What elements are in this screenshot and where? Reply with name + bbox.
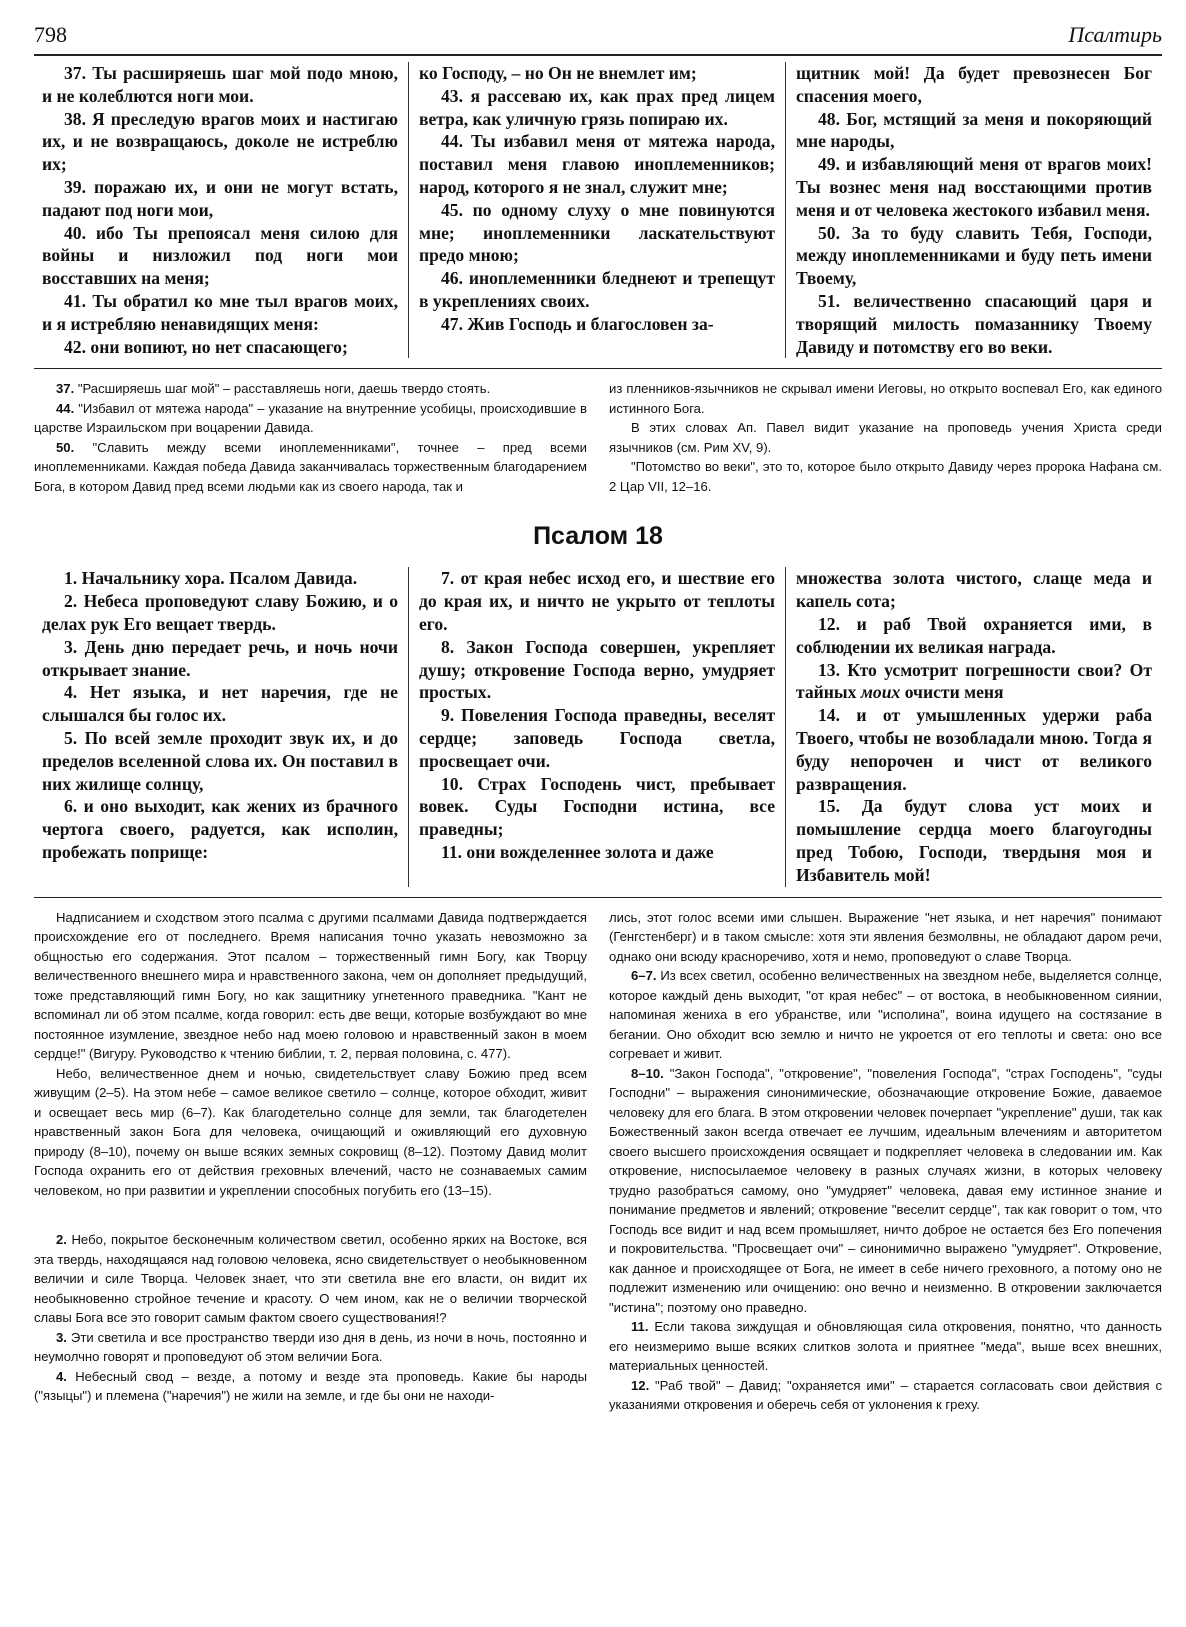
note-number: 8–10. bbox=[631, 1065, 664, 1081]
verse: 50. За то буду славить Тебя, Господи, между иноплеменниками и буду петь имени Твоему, bbox=[796, 222, 1152, 289]
note-text: Небо, покрытое бесконечным количеством светил, особенно ярких на Востоке, вся эта твердь, находящаяся над головою человека, ясно свидетельствует о необыкновенном величии и силе Творца. Человек знает, что эти светила вне его власти, он видит их необыкновенно стройное течение и красоту. О чем ином, как не о величии творческой славы Бога все это говорит самым фактом своего существования!? bbox=[34, 1232, 587, 1326]
commentary bbox=[34, 908, 1162, 1415]
commentary-column-1 bbox=[34, 908, 587, 1415]
note bbox=[609, 1376, 1162, 1415]
verse: 11. они вожделеннее золота и даже bbox=[441, 841, 714, 862]
verse-continuation: ко Господу, – но Он не внемлет им; bbox=[419, 63, 697, 83]
verse: 9. Повеления Господа праведны, веселят сердце; заповедь Господа светла, просвещает очи. bbox=[419, 705, 775, 771]
note-text: "Закон Господа", "откровение", "повеления Господа", "страх Господень", "суды Господни" – выражения синонимические, обозначающие откровение Божие, даваемое человеку для его блага. В этом откровении человек почерпает "укрепление" души, так как Божественный закон всегда отвечает ее лучшим, идеальным влечениям и авторитетом своего высшего происхождения освящает и подкрепляет человека в следовании им. Как откровение, ниспосылаемое человеку в разных случаях жизни, в которых человеку трудно разобраться самому, оно "умудряет" человека, давая ему истинное знание и понимание предметов и явлений; откровение "веселит сердце", так как говорит о том, что Господь все видит и над всем промышляет, ничто доброе не остается без Его попечения и покровительства. "Просвещает очи" – синонимично выражено "умудряет". Откровение, как данное и происходящее от Бога, не имеет в себе ничего греховного, а потому оно не подлежит изменению или очищению: оно вечно и неизменно. В откровении заключается "истина"; поэтому оно праведно. bbox=[609, 1065, 1162, 1315]
note-number: 4. bbox=[56, 1368, 67, 1384]
paragraph: Надписанием и сходством этого псалма с другими псалмами Давида подтверждается происхождение его от последнего. Время написания точно указать невозможно за общностью его содержания. Этот псалом – торжественный гимн Богу, как Творцу величественного внешнего мира и нравственного закона, чем он дополняет предыдущий, тоже представляющий гимн Богу, но как защитнику угнетенного праведника. "Кант не вспоминал ли об этом псалме, когда говорил: есть две вещи, которые возбуждают во мне постоянное изумление, звездное небо над моею головою и нравственный закон в моем сердце!" (Вигуру. Руководство к чтению библии, т. 2, первая половина, с. 477). bbox=[34, 909, 587, 1062]
verse-column-1 bbox=[34, 567, 408, 886]
verse: 41. Ты обратил ко мне тыл врагов моих, и я истребляю ненавидящих меня: bbox=[42, 290, 398, 334]
verse: 15. Да будут слова уст моих и помышление сердца моего благоугодны пред Тобою, Господи, твердыня моя и Избавитель мой! bbox=[796, 796, 1152, 885]
verse: 7. от края небес исход его, и шествие его до края их, и ничто не укрыто от теплоты его. bbox=[419, 568, 775, 634]
note bbox=[34, 379, 587, 399]
note-text: "Раб твой" – Давид; "охраняется ими" – старается согласовать свои действия с указаниями откровения и оберечь себя от уклонения к греху. bbox=[609, 1377, 1162, 1413]
note bbox=[34, 1230, 587, 1328]
verse-column-3 bbox=[785, 62, 1162, 358]
note-number: 6–7. bbox=[631, 968, 657, 984]
note bbox=[609, 1317, 1162, 1376]
note bbox=[34, 438, 587, 497]
note-number: 3. bbox=[56, 1329, 67, 1345]
paragraph-continuation: лись, этот голос всеми ими слышен. Выражение "нет языка, и нет наречия" понимают (Генгстенберг) и в таком смысле: хотя эти явления безмолвны, не обладают даром речи, однако они всюду красноречиво, хотя и немо, проповедуют о славе Творца. bbox=[609, 909, 1162, 964]
verse: 42. они вопиют, но нет спасающего; bbox=[64, 336, 348, 357]
note-number: 44. bbox=[56, 400, 75, 416]
verse: 45. по одному слуху о мне повинуются мне; иноплеменники ласкательствуют предо мною; bbox=[419, 199, 775, 266]
verse: 10. Страх Господень чист, пребывает вовек. Суды Господни истина, все праведны; bbox=[419, 773, 775, 840]
verse-column-3 bbox=[785, 567, 1162, 886]
psalm-title: Псалом 18 bbox=[533, 522, 663, 551]
top-verses bbox=[34, 62, 1162, 358]
note-number: 50. bbox=[56, 439, 75, 455]
page-header bbox=[34, 22, 1162, 56]
note: В этих словах Ап. Павел видит указание на проповедь учения Христа среди язычников (см. Рим XV, 9). bbox=[609, 420, 1162, 455]
verse: 44. Ты избавил меня от мятежа народа, поставил меня главою иноплеменников; народ, которого я не знал, служит мне; bbox=[419, 131, 775, 197]
notes-column-2 bbox=[609, 379, 1162, 496]
note-text: "Славить между всеми иноплеменниками", точнее – пред всеми иноплеменниками. Каждая победа Давида заканчивалась торжественным благодарением Бога, в котором Давид пред всеми людьми как из своего народа, так и bbox=[34, 439, 587, 494]
verse: 47. Жив Господь и благословен за- bbox=[441, 313, 714, 334]
verse: 3. День дню передает речь, и ночь ночи открывает знание. bbox=[42, 636, 398, 680]
note-number: 12. bbox=[631, 1377, 650, 1393]
verse-column-1 bbox=[34, 62, 408, 358]
verse: 38. Я преследую врагов моих и настигаю их, и не возвращаюсь, доколе не истреблю их; bbox=[42, 108, 398, 175]
note bbox=[609, 1064, 1162, 1318]
note-text: Если такова зиждущая и обновляющая сила откровения, понятно, что данность его неизмеримо выше всяких слитков золота и приятнее "меда", выше всех внешних, материальных ценностей. bbox=[609, 1319, 1162, 1374]
verse: 37. Ты расширяешь шаг мой подо мною, и не колеблются ноги мои. bbox=[42, 63, 398, 106]
verse: 51. величественно спасающий царя и творящий милость помазаннику Твоему Давиду и потомству его во веки. bbox=[796, 290, 1152, 357]
divider bbox=[34, 368, 1162, 369]
note bbox=[34, 399, 587, 438]
verse: 46. иноплеменники бледнеют и трепещут в укреплениях своих. bbox=[419, 268, 775, 311]
verse: 5. По всей земле проходит звук их, и до пределов вселенной слова их. Он поставил в них жилище солнцу, bbox=[42, 727, 398, 794]
verse-continuation: множества золота чистого, слаще меда и капель сота; bbox=[796, 568, 1152, 612]
note-number: 11. bbox=[631, 1319, 649, 1335]
paragraph: Небо, величественное днем и ночью, свидетельствует славу Божию пред всем живущим (2–5). На этом небе – самое великое светило – солнце, которое обходит, живит и освещает весь мир (6–7). Как благодетельно солнце для земли, так благодетелен нравственный закон Бога для человека, очищающий и оживляющий его духовную природу (8–10), почему он выше всяких земных сокровищ (8–12). Поэтому Давид молит Господа охранить его от действия греховных влечений, часто не сознаваемых самим человеком, но при развитии и укреплении способных погубить его (13–15). bbox=[34, 1065, 587, 1198]
verse: 6. и оно выходит, как жених из брачного чертога своего, радуется, как исполин, пробежать поприще: bbox=[42, 796, 398, 862]
note bbox=[34, 1328, 587, 1367]
note-text: "Избавил от мятежа народа" – указание на внутренние усобицы, происходившие в царстве Израильском при воцарении Давида. bbox=[34, 400, 587, 436]
commentary-column-2 bbox=[609, 908, 1162, 1415]
note-text: Из всех светил, особенно величественных на звездном небе, выделяется солнце, которое каждый день выходит, "от края небес" – от востока, в необыкновенном сиянии, напоминая жениха в его убранстве, или "исполина", воина идущего на состязание в бегании. Оно обходит всю землю и ничто не укроется от его теплоты и света: оно все согревает и живит. bbox=[609, 968, 1162, 1062]
verse: 39. поражаю их, и они не могут встать, падают под ноги мои, bbox=[42, 176, 398, 220]
note-number: 2. bbox=[56, 1232, 67, 1248]
note bbox=[609, 966, 1162, 1064]
verse: 49. и избавляющий меня от врагов моих! Ты вознес меня над восстающими против меня и от человека жестокого избавил меня. bbox=[796, 154, 1152, 220]
note: "Потомство во веки", это то, которое было открыто Давиду через пророка Нафана см. 2 Цар VII, 12–16. bbox=[609, 459, 1162, 494]
verse: 40. ибо Ты препоясал меня силою для войны и низложил под ноги мои восставших на меня; bbox=[42, 222, 398, 289]
top-notes bbox=[34, 379, 1162, 496]
divider bbox=[34, 897, 1162, 898]
verse: 1. Начальнику хора. Псалом Давида. bbox=[64, 568, 358, 589]
note-text: Небесный свод – везде, а потому и везде эта проповедь. Какие бы народы ("языцы") и племена ("наречия") не жили на земле, и где бы они не находи- bbox=[34, 1368, 587, 1404]
notes-column-1 bbox=[34, 379, 587, 496]
note-text: Эти светила и все пространство тверди изо дня в день, из ночи в ночь, постоянно и неумолчно говорят и проповедуют об этом величии Бога. bbox=[34, 1329, 587, 1365]
verse: 12. и раб Твой охраняется ими, в соблюдении их великая награда. bbox=[796, 613, 1152, 657]
verse-text-end: очисти меня bbox=[904, 682, 1004, 703]
psalm-verses bbox=[34, 567, 1162, 886]
verse-continuation: щитник мой! Да будет превознесен Бог спасения моего, bbox=[796, 63, 1152, 106]
running-head: Псалтирь bbox=[1068, 22, 1162, 47]
page-number: 798 bbox=[34, 22, 67, 47]
note-continuation: из пленников-язычников не скрывал имени Иеговы, но открыто воспевал Его, как единого истинного Бога. bbox=[609, 381, 1162, 416]
verse-column-2 bbox=[408, 567, 785, 886]
verse-column-2 bbox=[408, 62, 785, 358]
verse: 2. Небеса проповедуют славу Божию, и о делах рук Его вещает твердь. bbox=[42, 591, 398, 634]
verse: 43. я рассеваю их, как прах пред лицем ветра, как уличную грязь попираю их. bbox=[419, 85, 775, 129]
verse: 48. Бог, мстящий за меня и покоряющий мне народы, bbox=[796, 108, 1152, 152]
note-text: "Расширяешь шаг мой" – расставляешь ноги, даешь твердо стоять. bbox=[74, 381, 491, 397]
verse: 14. и от умышленных удержи раба Твоего, чтобы не возобладали мною. Тогда я буду непорочен и чист от великого развращения. bbox=[796, 705, 1152, 794]
verse: 4. Нет языка, и нет наречия, где не слышался бы голос их. bbox=[42, 682, 398, 726]
verse: 8. Закон Господа совершен, укрепляет душу; откровение Господа верно, умудряет простых. bbox=[419, 636, 775, 703]
note bbox=[34, 1367, 587, 1406]
verse bbox=[796, 659, 1152, 705]
verse-text: 13. Кто усмотрит погрешности свои? От тайных bbox=[796, 659, 1152, 703]
verse-italic-word: моих bbox=[860, 682, 901, 703]
note-number: 37. bbox=[56, 381, 75, 397]
